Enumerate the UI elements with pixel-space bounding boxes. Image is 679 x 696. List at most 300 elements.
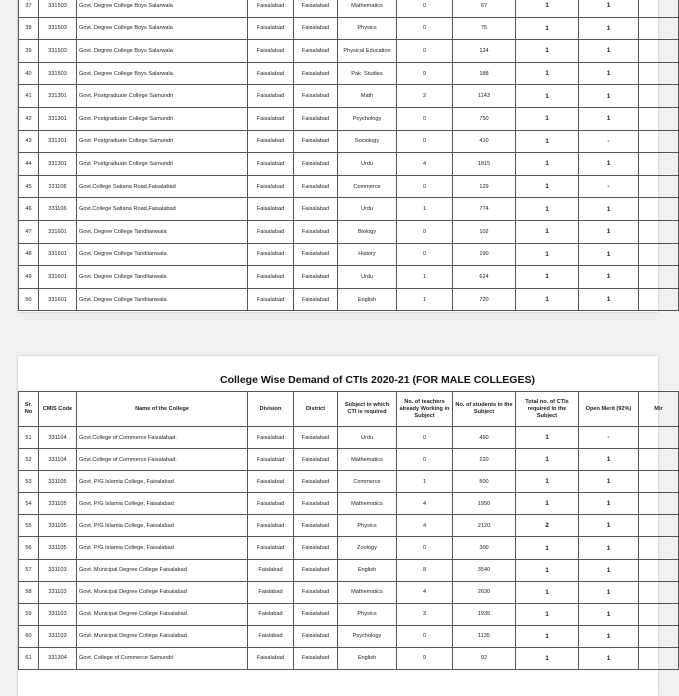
cell-sr: 58 (19, 581, 39, 603)
cell-cmis: 331304 (39, 647, 77, 669)
cell-merit: 1 (579, 493, 639, 515)
cell-sr: 60 (19, 625, 39, 647)
cell-merit: 1 (579, 40, 639, 63)
cell-teachers: 0 (397, 625, 453, 647)
cell-subject: Urdu (338, 198, 397, 221)
table-row (19, 198, 679, 221)
cell-teachers: 0 (397, 220, 453, 243)
cell-division: Faisalabad (248, 107, 294, 130)
cell-division: Faisalabad (248, 243, 294, 266)
cell-college: Govt. Postgraduate College Samundri (77, 153, 248, 176)
cell-cmis: 331105 (39, 537, 77, 559)
cell-district: Faisalabad (294, 40, 338, 63)
cell-students: 2120 (453, 515, 516, 537)
cell-cmis: 331105 (39, 493, 77, 515)
cell-sr: 47 (19, 220, 39, 243)
cell-extra (639, 107, 679, 130)
cell-cmis: 331105 (39, 515, 77, 537)
table-row (19, 130, 679, 153)
cell-division: Faisalabad (248, 130, 294, 153)
cell-extra (639, 625, 679, 647)
cell-ctis: 1 (516, 581, 579, 603)
cell-extra (639, 153, 679, 176)
cell-college: Govt. P/G Islamia College, Faisalabad (77, 515, 248, 537)
cell-subject: Physical Education (338, 40, 397, 63)
cell-extra (639, 288, 679, 311)
header-ctis: Total no. of CTIs required in the Subject (516, 392, 579, 427)
header-college: Name of the College (77, 392, 248, 427)
cell-extra (639, 85, 679, 108)
cell-cmis: 331106 (39, 198, 77, 221)
cell-college: Govt. Municipal Degree College Faisalabad (77, 559, 248, 581)
cell-cmis: 331601 (39, 266, 77, 289)
cell-ctis: 1 (516, 153, 579, 176)
table-row (19, 243, 679, 266)
cell-cmis: 331106 (39, 175, 77, 198)
cell-college: Govt.College Satiana Road,Faisalabad (77, 198, 248, 221)
cell-students: 1135 (453, 625, 516, 647)
cell-ctis: 1 (516, 243, 579, 266)
table-row (19, 85, 679, 108)
cell-merit: 1 (579, 85, 639, 108)
cell-extra (639, 62, 679, 85)
cell-subject: Zoology (338, 537, 397, 559)
cell-college: Govt. Degree College Tandlianwala (77, 266, 248, 289)
cell-students: 190 (453, 243, 516, 266)
cell-extra (639, 17, 679, 40)
cell-teachers: 4 (397, 493, 453, 515)
cell-students: 410 (453, 130, 516, 153)
table-row (19, 17, 679, 40)
table-row (19, 493, 679, 515)
cell-ctis: 1 (516, 625, 579, 647)
cell-students: 129 (453, 175, 516, 198)
cell-extra (639, 537, 679, 559)
cell-subject: Physics (338, 603, 397, 625)
cell-ctis: 1 (516, 471, 579, 493)
cell-merit: - (579, 130, 639, 153)
table-row (19, 220, 679, 243)
demand-table-page-1 (18, 0, 679, 311)
cell-district: Faisalabad (294, 581, 338, 603)
cell-teachers: 0 (397, 427, 453, 449)
cell-sr: 59 (19, 603, 39, 625)
cell-sr: 39 (19, 40, 39, 63)
cell-ctis: 1 (516, 559, 579, 581)
cell-college: Govt. P/G Islamia College, Faisalabad (77, 493, 248, 515)
cell-subject: Urdu (338, 427, 397, 449)
cell-cmis: 331301 (39, 107, 77, 130)
cell-merit: 1 (579, 266, 639, 289)
cell-cmis: 331503 (39, 0, 77, 17)
cell-teachers: 0 (397, 130, 453, 153)
cell-teachers: 1 (397, 288, 453, 311)
cell-division: Faisalabad (248, 153, 294, 176)
cell-college: Govt.College of Commerce Faisalabad. (77, 449, 248, 471)
cell-division: Faisalabad (248, 175, 294, 198)
document-page-2 (18, 356, 663, 696)
cell-sr: 46 (19, 198, 39, 221)
table-row (19, 427, 679, 449)
cell-sr: 61 (19, 647, 39, 669)
cell-division: Faislabad (248, 625, 294, 647)
cell-cmis: 331104 (39, 449, 77, 471)
cell-sr: 54 (19, 493, 39, 515)
cell-extra (639, 471, 679, 493)
cell-merit: 1 (579, 153, 639, 176)
table-row (19, 62, 679, 85)
cell-students: 102 (453, 220, 516, 243)
table-row (19, 471, 679, 493)
cell-subject: Physics (338, 17, 397, 40)
cell-merit: 1 (579, 62, 639, 85)
cell-district: Faisalabad (294, 266, 338, 289)
cell-division: Faisalabad (248, 427, 294, 449)
cell-division: Faisalabad (248, 40, 294, 63)
cell-division: Faisalabad (248, 647, 294, 669)
cell-ctis: 1 (516, 0, 579, 17)
table-row (19, 0, 679, 17)
cell-students: 1935 (453, 603, 516, 625)
cell-merit: - (579, 175, 639, 198)
cell-college: Govt.College Satiana Road,Faisalabad (77, 175, 248, 198)
cell-subject: Urdu (338, 153, 397, 176)
cell-ctis: 1 (516, 40, 579, 63)
cell-sr: 38 (19, 17, 39, 40)
cell-division: Faisalabad (248, 198, 294, 221)
cell-students: 67 (453, 0, 516, 17)
cell-students: 750 (453, 107, 516, 130)
cell-college: Govt. Postgraduate College Samundri (77, 107, 248, 130)
cell-ctis: 1 (516, 427, 579, 449)
cell-merit: 1 (579, 647, 639, 669)
demand-table-page-2 (18, 391, 679, 670)
cell-college: Govt. College of Commerce Samundri (77, 647, 248, 669)
cell-district: Faisalabad (294, 427, 338, 449)
cell-teachers: 0 (397, 62, 453, 85)
cell-cmis: 331503 (39, 62, 77, 85)
cell-subject: Biology (338, 220, 397, 243)
cell-cmis: 331103 (39, 581, 77, 603)
cell-cmis: 331601 (39, 220, 77, 243)
cell-students: 3540 (453, 559, 516, 581)
header-merit: Open Merit (92%) (579, 392, 639, 427)
cell-district: Faisalabad (294, 647, 338, 669)
cell-ctis: 1 (516, 62, 579, 85)
cell-college: Govt. Degree College Tandlianwala (77, 288, 248, 311)
cell-students: 720 (453, 288, 516, 311)
cell-teachers: 0 (397, 107, 453, 130)
cell-division: Faisalabad (248, 220, 294, 243)
table-header-row (19, 392, 679, 427)
cell-ctis: 1 (516, 85, 579, 108)
cell-college: Govt. Municipal Degree College Faisalabad (77, 581, 248, 603)
cell-district: Faisalabad (294, 175, 338, 198)
cell-sr: 37 (19, 0, 39, 17)
cell-ctis: 1 (516, 17, 579, 40)
cell-college: Govt. Postgraduate College Samundri (77, 130, 248, 153)
cell-ctis: 1 (516, 266, 579, 289)
cell-merit: 1 (579, 471, 639, 493)
cell-sr: 51 (19, 427, 39, 449)
cell-district: Faisalabad (294, 603, 338, 625)
cell-merit: 1 (579, 515, 639, 537)
cell-ctis: 1 (516, 198, 579, 221)
cell-district: Faisalabad (294, 130, 338, 153)
cell-extra (639, 175, 679, 198)
cell-subject: Mathematics (338, 493, 397, 515)
cell-sr: 49 (19, 266, 39, 289)
cell-students: 1143 (453, 85, 516, 108)
cell-extra (639, 559, 679, 581)
cell-subject: Urdu (338, 266, 397, 289)
cell-subject: Commerce (338, 471, 397, 493)
cell-students: 92 (453, 647, 516, 669)
cell-division: Faisalabad (248, 62, 294, 85)
table-row (19, 107, 679, 130)
cell-cmis: 331601 (39, 288, 77, 311)
cell-cmis: 331503 (39, 40, 77, 63)
cell-division: Faisalabad (248, 515, 294, 537)
cell-cmis: 331301 (39, 153, 77, 176)
cell-students: 1815 (453, 153, 516, 176)
cell-ctis: 1 (516, 449, 579, 471)
cell-college: Govt. Municipal Degree College Faisalabad (77, 603, 248, 625)
cell-extra (639, 515, 679, 537)
cell-students: 188 (453, 62, 516, 85)
document-page-1 (18, 0, 658, 312)
cell-college: Govt. Degree College Boys Salarwala (77, 62, 248, 85)
cell-sr: 52 (19, 449, 39, 471)
header-students: No. of students in the Subject (453, 392, 516, 427)
cell-merit: 1 (579, 17, 639, 40)
cell-merit: 1 (579, 288, 639, 311)
cell-cmis: 331301 (39, 130, 77, 153)
cell-subject: Mathematics (338, 0, 397, 17)
cell-teachers: 0 (397, 40, 453, 63)
table-row (19, 625, 679, 647)
cell-division: Faislabad (248, 559, 294, 581)
cell-teachers: 0 (397, 647, 453, 669)
cell-sr: 41 (19, 85, 39, 108)
cell-ctis: 2 (516, 515, 579, 537)
table-row (19, 537, 679, 559)
cell-sr: 56 (19, 537, 39, 559)
cell-district: Faisalabad (294, 243, 338, 266)
cell-sr: 45 (19, 175, 39, 198)
cell-sr: 43 (19, 130, 39, 153)
cell-extra (639, 581, 679, 603)
cell-teachers: 1 (397, 198, 453, 221)
cell-extra (639, 198, 679, 221)
cell-students: 624 (453, 266, 516, 289)
cell-district: Faisalabad (294, 515, 338, 537)
cell-sr: 57 (19, 559, 39, 581)
cell-college: Govt. Degree College Boys Salarwala (77, 0, 248, 17)
table-row (19, 603, 679, 625)
cell-teachers: 4 (397, 581, 453, 603)
cell-extra (639, 449, 679, 471)
cell-cmis: 331601 (39, 243, 77, 266)
cell-extra (639, 40, 679, 63)
cell-merit: 1 (579, 0, 639, 17)
cell-district: Faisalabad (294, 449, 338, 471)
cell-students: 300 (453, 537, 516, 559)
cell-division: Faislabad (248, 581, 294, 603)
cell-students: 1950 (453, 493, 516, 515)
cell-district: Faisalabad (294, 198, 338, 221)
cell-teachers: 2 (397, 85, 453, 108)
cell-students: 220 (453, 449, 516, 471)
cell-sr: 42 (19, 107, 39, 130)
cell-ctis: 1 (516, 493, 579, 515)
cell-ctis: 1 (516, 603, 579, 625)
cell-teachers: 0 (397, 449, 453, 471)
cell-cmis: 331104 (39, 427, 77, 449)
cell-subject: History (338, 243, 397, 266)
cell-district: Faisalabad (294, 85, 338, 108)
table-row (19, 266, 679, 289)
cell-extra (639, 427, 679, 449)
cell-teachers: 0 (397, 17, 453, 40)
cell-division: Faisalabad (248, 85, 294, 108)
cell-merit: 1 (579, 449, 639, 471)
cell-sr: 44 (19, 153, 39, 176)
cell-division: Faisalabad (248, 266, 294, 289)
cell-teachers: 1 (397, 471, 453, 493)
cell-ctis: 1 (516, 107, 579, 130)
cell-division: Faisalabad (248, 0, 294, 17)
cell-teachers: 1 (397, 266, 453, 289)
table-row (19, 647, 679, 669)
cell-division: Faislabad (248, 603, 294, 625)
cell-subject: Mathematics (338, 449, 397, 471)
cell-district: Faisalabad (294, 17, 338, 40)
cell-division: Faisalabad (248, 493, 294, 515)
table-row (19, 559, 679, 581)
cell-merit: 1 (579, 220, 639, 243)
header-teachers: No. of teachers already Working in Subject (397, 392, 453, 427)
table-row (19, 288, 679, 311)
cell-college: Govt.College of Commerce Faisalabad. (77, 427, 248, 449)
cell-extra (639, 130, 679, 153)
cell-teachers: 0 (397, 537, 453, 559)
header-cmis: CMIS Code (39, 392, 77, 427)
cell-college: Govt. Degree College Tandlianwala (77, 220, 248, 243)
cell-subject: Commerce (338, 175, 397, 198)
cell-students: 450 (453, 427, 516, 449)
cell-merit: 1 (579, 107, 639, 130)
cell-subject: Pak. Studies (338, 62, 397, 85)
cell-extra (639, 243, 679, 266)
cell-college: Govt. Degree College Boys Salarwala (77, 40, 248, 63)
cell-cmis: 331103 (39, 625, 77, 647)
cell-subject: Sociology (338, 130, 397, 153)
cell-students: 75 (453, 17, 516, 40)
cell-extra (639, 647, 679, 669)
cell-division: Faisalabad (248, 537, 294, 559)
cell-sr: 55 (19, 515, 39, 537)
cell-sr: 53 (19, 471, 39, 493)
cell-college: Govt. P/G Islamia College, Faisalabad (77, 471, 248, 493)
cell-students: 124 (453, 40, 516, 63)
cell-extra (639, 603, 679, 625)
cell-subject: Psychology (338, 625, 397, 647)
table-row (19, 449, 679, 471)
header-district: District (294, 392, 338, 427)
cell-cmis: 331103 (39, 603, 77, 625)
header-min: Mir (639, 392, 679, 427)
cell-ctis: 1 (516, 220, 579, 243)
cell-merit: 1 (579, 537, 639, 559)
cell-merit: 1 (579, 243, 639, 266)
cell-subject: English (338, 288, 397, 311)
cell-teachers: 3 (397, 603, 453, 625)
cell-students: 774 (453, 198, 516, 221)
cell-merit: 1 (579, 198, 639, 221)
cell-extra (639, 493, 679, 515)
cell-district: Faisalabad (294, 559, 338, 581)
cell-district: Faisalabad (294, 62, 338, 85)
cell-merit: 1 (579, 625, 639, 647)
cell-merit: 1 (579, 559, 639, 581)
cell-division: Faisalabad (248, 449, 294, 471)
cell-subject: Psychology (338, 107, 397, 130)
cell-sr: 48 (19, 243, 39, 266)
cell-college: Govt. Postgraduate College Samundri (77, 85, 248, 108)
table-row (19, 515, 679, 537)
cell-ctis: 1 (516, 647, 579, 669)
cell-students: 2630 (453, 581, 516, 603)
cell-merit: - (579, 427, 639, 449)
cell-cmis: 331103 (39, 559, 77, 581)
cell-ctis: 1 (516, 288, 579, 311)
cell-cmis: 331503 (39, 17, 77, 40)
cell-extra (639, 0, 679, 17)
cell-division: Faisalabad (248, 471, 294, 493)
cell-teachers: 4 (397, 515, 453, 537)
cell-ctis: 1 (516, 130, 579, 153)
header-sr: Sr. No (19, 392, 39, 427)
cell-district: Faisalabad (294, 625, 338, 647)
header-division: Division (248, 392, 294, 427)
cell-extra (639, 220, 679, 243)
cell-subject: Mathematics (338, 581, 397, 603)
cell-subject: Physics (338, 515, 397, 537)
cell-cmis: 331301 (39, 85, 77, 108)
cell-district: Faisalabad (294, 493, 338, 515)
table-row (19, 581, 679, 603)
cell-division: Faisalabad (248, 17, 294, 40)
cell-teachers: 0 (397, 175, 453, 198)
cell-district: Faisalabad (294, 471, 338, 493)
cell-cmis: 331105 (39, 471, 77, 493)
cell-district: Faisalabad (294, 288, 338, 311)
cell-ctis: 1 (516, 537, 579, 559)
header-subject: Subject in which CTI is required (338, 392, 397, 427)
cell-college: Govt. Degree College Tandlianwala (77, 243, 248, 266)
cell-sr: 50 (19, 288, 39, 311)
cell-teachers: 4 (397, 153, 453, 176)
cell-subject: English (338, 647, 397, 669)
cell-college: Govt. P/G Islamia College, Faisalabad (77, 537, 248, 559)
cell-ctis: 1 (516, 175, 579, 198)
cell-teachers: 0 (397, 243, 453, 266)
cell-district: Faisalabad (294, 107, 338, 130)
table-row (19, 175, 679, 198)
cell-subject: Math (338, 85, 397, 108)
cell-extra (639, 266, 679, 289)
